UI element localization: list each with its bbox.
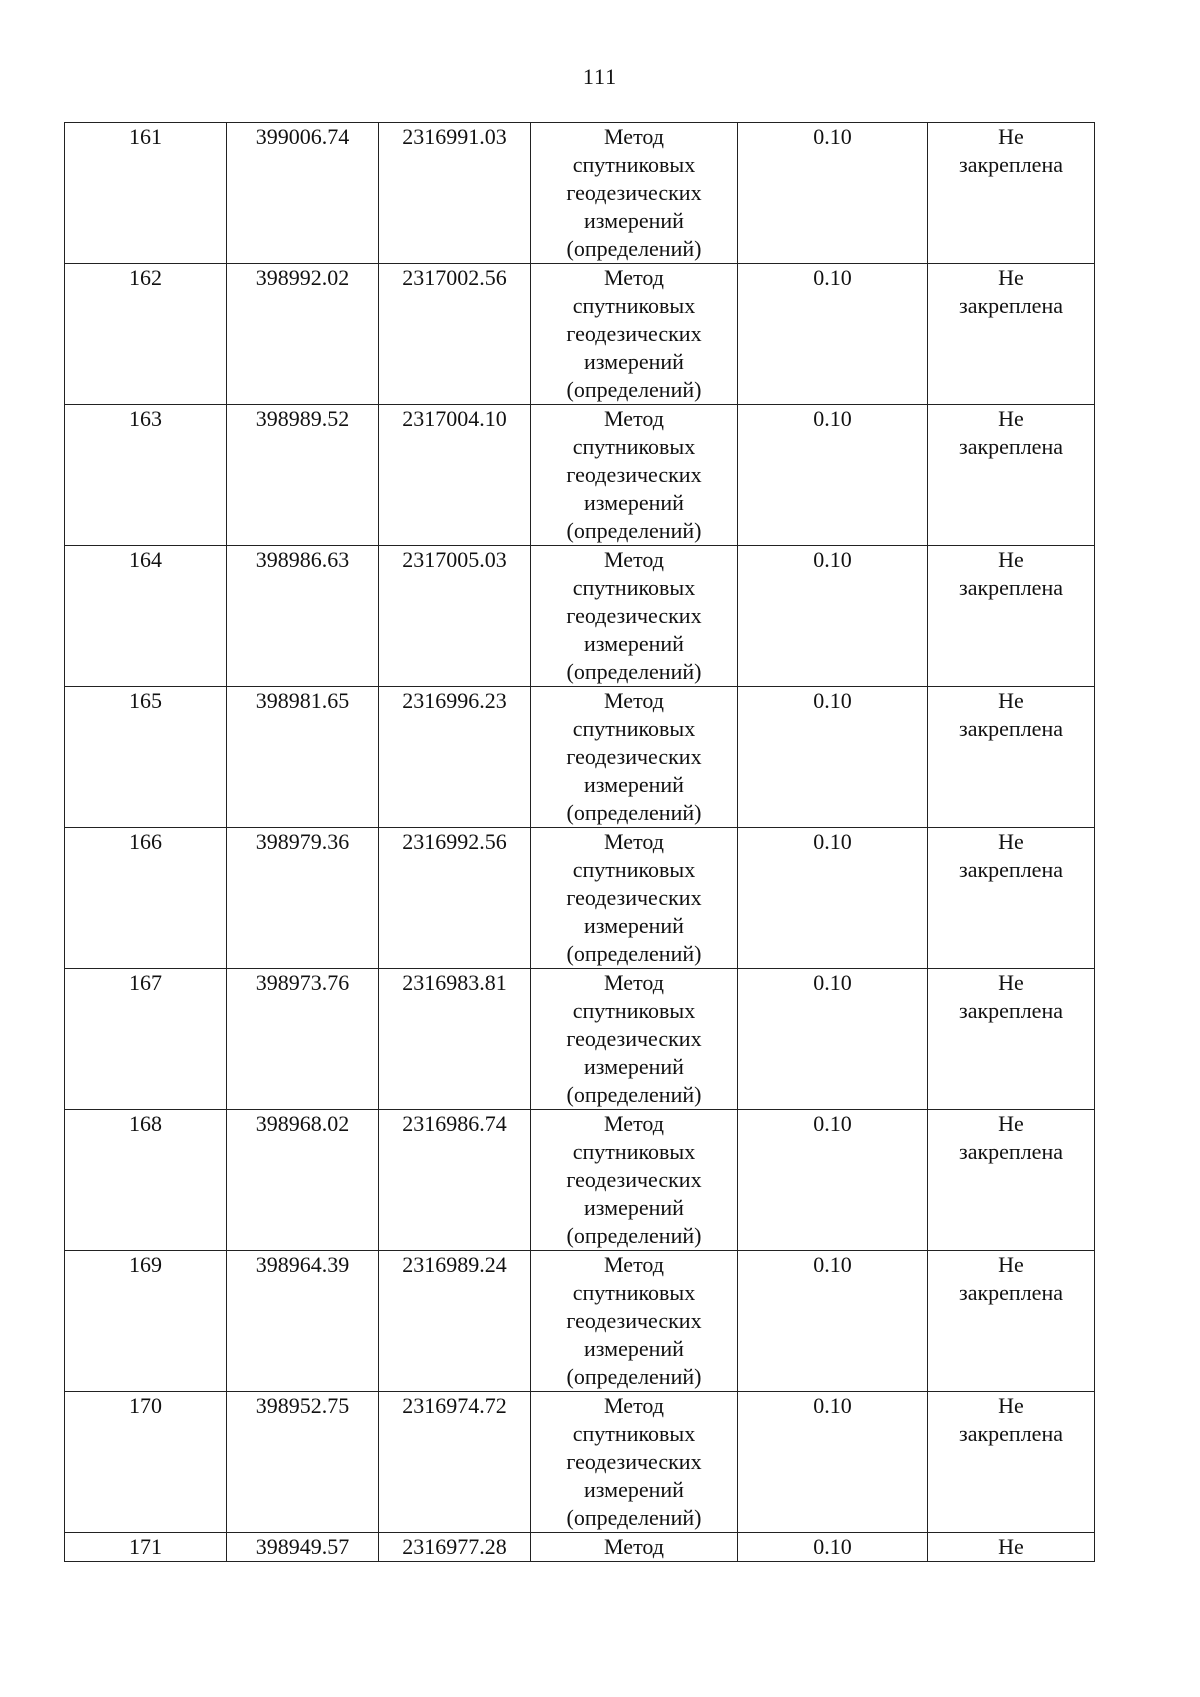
method-cell-line: Метод xyxy=(604,688,664,713)
method-cell-line: измерений xyxy=(584,1054,684,1079)
fixation-status-cell xyxy=(928,1251,1095,1392)
method-cell-line: спутниковых xyxy=(572,1280,696,1305)
accuracy-cell: 0.10 xyxy=(738,264,928,405)
coordinates-table-body xyxy=(65,123,1095,1562)
method-cell-line: Метод xyxy=(604,1534,664,1559)
fixation-status-cell-line: Не xyxy=(998,688,1024,713)
x-coordinate-cell: 398964.39 xyxy=(227,1251,379,1392)
y-coordinate-cell: 2317004.10 xyxy=(379,405,531,546)
fixation-status-cell-line: Не xyxy=(998,124,1024,149)
method-cell-line: Метод xyxy=(604,970,664,995)
method-cell-line: Метод xyxy=(604,265,664,290)
accuracy-cell: 0.10 xyxy=(738,1533,928,1562)
y-coordinate-cell: 2317005.03 xyxy=(379,546,531,687)
method-cell-line: Метод xyxy=(604,1111,664,1136)
method-cell-line: Метод xyxy=(604,406,664,431)
method-cell-line: измерений xyxy=(584,1336,684,1361)
y-coordinate-cell: 2316989.24 xyxy=(379,1251,531,1392)
fixation-status-cell-line: Не xyxy=(998,829,1024,854)
method-cell-line: измерений xyxy=(584,208,684,233)
method-cell xyxy=(531,1533,738,1562)
point-number-cell: 161 xyxy=(65,123,227,264)
method-cell xyxy=(531,1251,738,1392)
method-cell-line: (определений) xyxy=(566,1082,702,1107)
x-coordinate-cell: 398989.52 xyxy=(227,405,379,546)
y-coordinate-cell: 2316974.72 xyxy=(379,1392,531,1533)
method-cell-line: спутниковых xyxy=(572,434,696,459)
coordinates-table xyxy=(64,122,1095,1562)
y-coordinate-cell: 2317002.56 xyxy=(379,264,531,405)
fixation-status-cell-line: закреплена xyxy=(959,1280,1063,1305)
method-cell-line: измерений xyxy=(584,490,684,515)
method-cell xyxy=(531,1110,738,1251)
method-cell-line: геодезических xyxy=(566,321,702,346)
method-cell xyxy=(531,969,738,1110)
fixation-status-cell-line: Не xyxy=(998,970,1024,995)
fixation-status-cell xyxy=(928,687,1095,828)
point-number-cell: 164 xyxy=(65,546,227,687)
method-cell-line: измерений xyxy=(584,1195,684,1220)
fixation-status-cell-line: Не xyxy=(998,1393,1024,1418)
point-number-cell: 166 xyxy=(65,828,227,969)
method-cell-line: (определений) xyxy=(566,377,702,402)
method-cell-line: геодезических xyxy=(566,180,702,205)
point-number-cell: 169 xyxy=(65,1251,227,1392)
method-cell-line: измерений xyxy=(584,349,684,374)
method-cell-line: геодезических xyxy=(566,885,702,910)
method-cell-line: (определений) xyxy=(566,236,702,261)
method-cell-line: геодезических xyxy=(566,1026,702,1051)
accuracy-cell: 0.10 xyxy=(738,1110,928,1251)
fixation-status-cell-line: закреплена xyxy=(959,152,1063,177)
table-row xyxy=(65,264,1095,405)
y-coordinate-cell: 2316992.56 xyxy=(379,828,531,969)
table-row xyxy=(65,123,1095,264)
method-cell-line: спутниковых xyxy=(572,152,696,177)
fixation-status-cell xyxy=(928,546,1095,687)
method-cell xyxy=(531,1392,738,1533)
table-row xyxy=(65,405,1095,546)
fixation-status-cell-line: Не xyxy=(998,547,1024,572)
accuracy-cell: 0.10 xyxy=(738,546,928,687)
method-cell-line: геодезических xyxy=(566,1167,702,1192)
accuracy-cell: 0.10 xyxy=(738,1392,928,1533)
y-coordinate-cell: 2316983.81 xyxy=(379,969,531,1110)
method-cell-line: спутниковых xyxy=(572,857,696,882)
fixation-status-cell-line: закреплена xyxy=(959,716,1063,741)
fixation-status-cell xyxy=(928,828,1095,969)
y-coordinate-cell: 2316991.03 xyxy=(379,123,531,264)
table-row xyxy=(65,828,1095,969)
x-coordinate-cell: 398981.65 xyxy=(227,687,379,828)
page-number: 111 xyxy=(582,64,618,89)
method-cell-line: (определений) xyxy=(566,1505,702,1530)
method-cell-line: измерений xyxy=(584,631,684,656)
fixation-status-cell xyxy=(928,1110,1095,1251)
method-cell xyxy=(531,546,738,687)
x-coordinate-cell: 398949.57 xyxy=(227,1533,379,1562)
method-cell xyxy=(531,405,738,546)
fixation-status-cell-line: Не xyxy=(998,265,1024,290)
method-cell-line: спутниковых xyxy=(572,998,696,1023)
point-number-cell: 168 xyxy=(65,1110,227,1251)
method-cell-line: Метод xyxy=(604,1252,664,1277)
method-cell-line: Метод xyxy=(604,829,664,854)
x-coordinate-cell: 398968.02 xyxy=(227,1110,379,1251)
fixation-status-cell xyxy=(928,123,1095,264)
method-cell-line: измерений xyxy=(584,772,684,797)
fixation-status-cell-line: закреплена xyxy=(959,293,1063,318)
table-row xyxy=(65,1533,1095,1562)
accuracy-cell: 0.10 xyxy=(738,1251,928,1392)
point-number-cell: 167 xyxy=(65,969,227,1110)
accuracy-cell: 0.10 xyxy=(738,123,928,264)
method-cell-line: геодезических xyxy=(566,1449,702,1474)
method-cell-line: (определений) xyxy=(566,800,702,825)
table-row xyxy=(65,1392,1095,1533)
fixation-status-cell xyxy=(928,264,1095,405)
method-cell-line: Метод xyxy=(604,547,664,572)
method-cell-line: (определений) xyxy=(566,1364,702,1389)
method-cell-line: спутниковых xyxy=(572,575,696,600)
method-cell xyxy=(531,123,738,264)
x-coordinate-cell: 398952.75 xyxy=(227,1392,379,1533)
point-number-cell: 171 xyxy=(65,1533,227,1562)
accuracy-cell: 0.10 xyxy=(738,405,928,546)
method-cell-line: (определений) xyxy=(566,659,702,684)
x-coordinate-cell: 398979.36 xyxy=(227,828,379,969)
method-cell-line: спутниковых xyxy=(572,293,696,318)
table-row xyxy=(65,687,1095,828)
point-number-cell: 163 xyxy=(65,405,227,546)
point-number-cell: 170 xyxy=(65,1392,227,1533)
method-cell-line: спутниковых xyxy=(572,1139,696,1164)
fixation-status-cell-line: закреплена xyxy=(959,1139,1063,1164)
fixation-status-cell-line: Не xyxy=(998,1534,1024,1559)
x-coordinate-cell: 398986.63 xyxy=(227,546,379,687)
fixation-status-cell-line: Не xyxy=(998,406,1024,431)
fixation-status-cell xyxy=(928,1533,1095,1562)
method-cell-line: Метод xyxy=(604,124,664,149)
accuracy-cell: 0.10 xyxy=(738,687,928,828)
fixation-status-cell-line: закреплена xyxy=(959,857,1063,882)
point-number-cell: 162 xyxy=(65,264,227,405)
method-cell-line: геодезических xyxy=(566,744,702,769)
method-cell-line: (определений) xyxy=(566,518,702,543)
method-cell-line: спутниковых xyxy=(572,1421,696,1446)
fixation-status-cell xyxy=(928,405,1095,546)
fixation-status-cell-line: закреплена xyxy=(959,998,1063,1023)
y-coordinate-cell: 2316977.28 xyxy=(379,1533,531,1562)
method-cell xyxy=(531,687,738,828)
fixation-status-cell-line: Не xyxy=(998,1252,1024,1277)
fixation-status-cell-line: закреплена xyxy=(959,434,1063,459)
x-coordinate-cell: 398973.76 xyxy=(227,969,379,1110)
table-row xyxy=(65,1251,1095,1392)
y-coordinate-cell: 2316996.23 xyxy=(379,687,531,828)
accuracy-cell: 0.10 xyxy=(738,969,928,1110)
method-cell-line: геодезических xyxy=(566,462,702,487)
method-cell-line: измерений xyxy=(584,913,684,938)
method-cell-line: спутниковых xyxy=(572,716,696,741)
method-cell xyxy=(531,828,738,969)
method-cell xyxy=(531,264,738,405)
point-number-cell: 165 xyxy=(65,687,227,828)
fixation-status-cell xyxy=(928,1392,1095,1533)
method-cell-line: измерений xyxy=(584,1477,684,1502)
y-coordinate-cell: 2316986.74 xyxy=(379,1110,531,1251)
x-coordinate-cell: 398992.02 xyxy=(227,264,379,405)
method-cell-line: геодезических xyxy=(566,603,702,628)
method-cell-line: Метод xyxy=(604,1393,664,1418)
fixation-status-cell-line: закреплена xyxy=(959,575,1063,600)
x-coordinate-cell: 399006.74 xyxy=(227,123,379,264)
fixation-status-cell xyxy=(928,969,1095,1110)
method-cell-line: (определений) xyxy=(566,1223,702,1248)
table-row xyxy=(65,546,1095,687)
method-cell-line: (определений) xyxy=(566,941,702,966)
table-row xyxy=(65,969,1095,1110)
method-cell-line: геодезических xyxy=(566,1308,702,1333)
accuracy-cell: 0.10 xyxy=(738,828,928,969)
fixation-status-cell-line: Не xyxy=(998,1111,1024,1136)
fixation-status-cell-line: закреплена xyxy=(959,1421,1063,1446)
table-row xyxy=(65,1110,1095,1251)
